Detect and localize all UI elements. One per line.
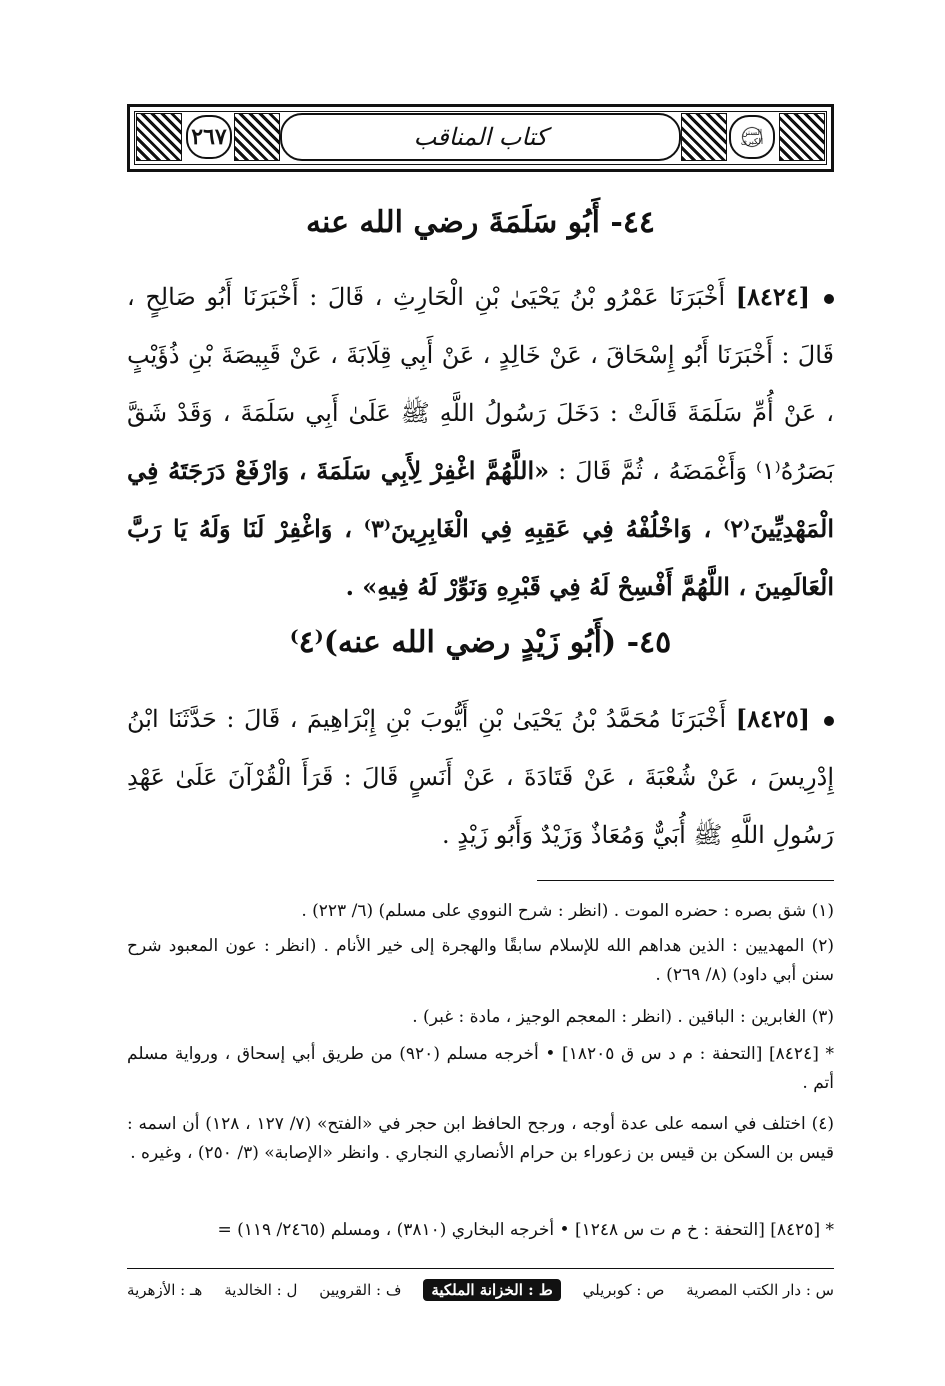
book-title: كتاب المناقب: [280, 113, 681, 161]
hadith-text: أَخْبَرَنَا عَمْرُو بْنُ يَحْيَىٰ بْنِ الْحَارِثِ ، قَالَ : أَخْبَرَنَا أَبُو صَالِحٍ ، قَالَ : أَخْبَرَنَا أَبُو إِسْحَاقَ ، عَنْ خَالِدٍ ، عَنْ أَبِي قِلَابَةَ ، عَنْ قَبِيصَةَ بْنِ ذُؤَيْبٍ ، عَنْ أُمِّ سَلَمَةَ قَالَتْ : دَخَلَ رَسُولُ اللَّهِ ﷺ عَلَىٰ أَبِي سَلَمَةَ ، وَقَدْ شَقَّ بَصَرُهُ⁽١⁾ وَأَغْمَضَهُ ، ثُمَّ قَالَ :: [127, 283, 834, 485]
legend-item: ص : كوبريلي: [582, 1281, 665, 1299]
section-title: ٤٥- (أَبُو زَيْدٍ رضي الله عنه)⁽٤⁾: [289, 625, 672, 660]
legend-item-highlighted: ط : الخزانة الملكية: [423, 1279, 560, 1301]
seal-logo: [729, 115, 775, 159]
legend-item: ف : القرويين: [319, 1281, 402, 1299]
page-number: ٢٦٧: [186, 115, 232, 159]
footnote: (٢) المهديين : الذين هداهم الله للإسلام سابقًا والهجرة إلى خير الأنام . (انظر : عون المعبود شرح سنن أبي داود) (٨/ ٢٦٩) .: [127, 936, 834, 985]
page-header: [127, 104, 834, 172]
section-title: ٤٤- أَبُو سَلَمَةَ رضي الله عنه: [305, 205, 656, 240]
footnote: * [٨٤٢٤] [التحفة : م د س ق ١٨٢٠٥] • أخرجه مسلم (٩٢٠) من طريق أبي إسحاق ، ورواية مسلم أتم .: [127, 1044, 834, 1093]
hadith-paragraph: [127, 268, 834, 618]
footnote: (١) شق بصره : حضره الموت . (انظر : شرح النووي على مسلم) (٦/ ٢٢٣) .: [301, 901, 834, 921]
legend-divider: [127, 1268, 834, 1269]
ornament-icon: [234, 113, 280, 161]
bullet-icon: [824, 294, 834, 304]
legend-item: س : دار الكتب المصرية: [686, 1281, 834, 1299]
hadith-text: أَخْبَرَنَا مُحَمَّدُ بْنُ يَحْيَىٰ بْنِ أَيُّوبَ بْنِ إِبْرَاهِيمَ ، قَالَ : حَدَّثَنَا ابْنُ إِدْرِيسَ ، عَنْ شُعْبَةَ ، عَنْ قَتَادَةَ ، عَنْ أَنَسٍ قَالَ : قَرَأَ الْقُرْآنَ عَلَىٰ عَهْدِ رَسُولِ اللَّهِ ﷺ أُبَيٌّ وَمُعَاذٌ وَزَيْدٌ وَأَبُو زَيْدٍ .: [127, 705, 834, 849]
manuscript-legend: [127, 1276, 834, 1304]
seal-text: السنن الكبرى: [740, 128, 764, 146]
footnote: (٤) اختلف في اسمه على عدة أوجه ، ورجح الحافظ ابن حجر في «الفتح» (٧/ ١٢٧ ، ١٢٨) أن اسمه : قيس بن السكن بن قيس بن زعوراء بن حرام الأنصاري النجاري . وانظر «الإصابة» (٣/ ٢٥٠) ، وغيره .: [127, 1114, 834, 1163]
ornament-icon: [681, 113, 727, 161]
legend-item: ل : الخالدية: [224, 1281, 298, 1299]
hadith-paragraph: [127, 690, 834, 865]
ornament-icon: [136, 113, 182, 161]
bullet-icon: [824, 716, 834, 726]
ornament-icon: [779, 113, 825, 161]
footnote: (٣) الغابرين : الباقين . (انظر : المعجم الوجيز ، مادة : غبر) .: [412, 1007, 834, 1027]
hadith-quote: «اللَّهُمَّ اغْفِرْ لِأَبِي سَلَمَةَ ، وَارْفَعْ دَرَجَتَهُ فِي الْمَهْدِيِّينَ⁽٢⁾ ، وَاخْلُفْهُ فِي عَقِبِهِ فِي الْغَابِرِينَ⁽٣⁾ ، وَاغْفِرْ لَنَا وَلَهُ يَا رَبَّ الْعَالَمِينَ ، اللَّهُمَّ أَفْسِحْ لَهُ فِي قَبْرِهِ وَنَوِّرْ لَهُ فِيهِ» .: [127, 456, 834, 601]
hadith-ref: [٨٤٢٤]: [735, 282, 810, 311]
hadith-ref: [٨٤٢٥]: [735, 704, 810, 733]
footnote-divider: [537, 880, 834, 881]
legend-item: هـ : الأزهرية: [127, 1281, 203, 1299]
footnote: * [٨٤٢٥] [التحفة : خ م ت س ١٢٤٨] • أخرجه البخاري (٣٨١٠) ، ومسلم (٢٤٦٥/ ١١٩) =: [217, 1220, 834, 1240]
